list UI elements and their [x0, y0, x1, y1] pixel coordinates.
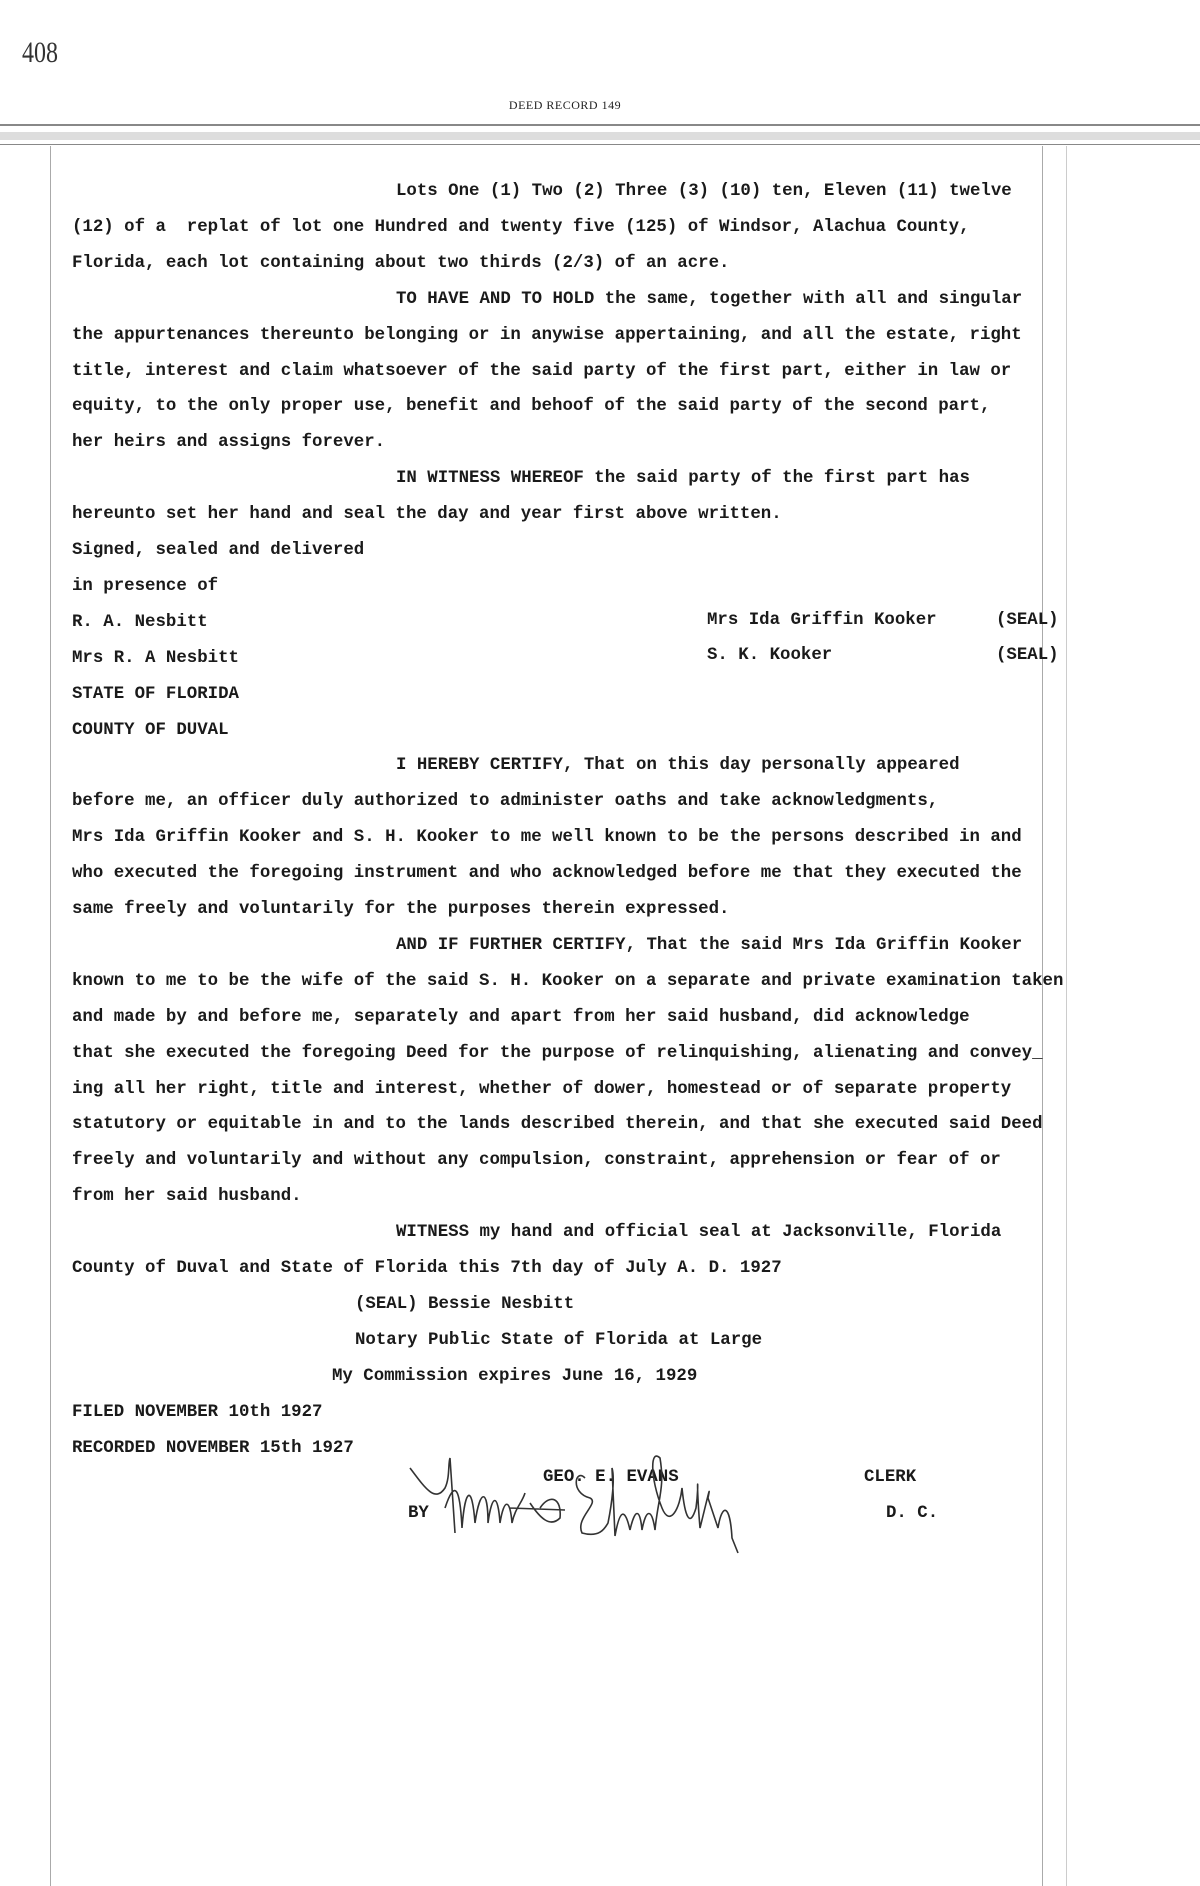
deputy-clerk-label: D. C. [886, 1504, 939, 1523]
deed-text-line: Signed, sealed and delivered [72, 541, 365, 560]
deed-text-line: from her said husband. [72, 1187, 302, 1207]
header-rule [0, 144, 1200, 145]
deed-text-line: ing all her right, title and interest, whether of dower, homestead or of separate property [72, 1079, 1012, 1099]
deed-text-line: COUNTY OF DUVAL [72, 720, 229, 740]
deed-text-line: statutory or equitable in and to the lands described therein, and that she executed said Deed [72, 1115, 1043, 1135]
page-number: 408 [22, 36, 58, 69]
deed-text-line: FILED NOVEMBER 10th 1927 [72, 1402, 323, 1422]
clerk-name: GEO. E. EVANS [543, 1468, 679, 1487]
deed-text-line: Mrs R. A Nesbitt [72, 648, 239, 668]
deed-text-line: (12) of a replat of lot one Hundred and twenty five (125) of Windsor, Alachua County, [72, 217, 970, 237]
by-label: BY [408, 1504, 429, 1523]
grantor-seal-1: (SEAL) [996, 611, 1059, 630]
deed-text-line: before me, an officer duly authorized to administer oaths and take acknowledgments, [72, 792, 939, 812]
header-rule [0, 124, 1200, 126]
deed-text-line: freely and voluntarily and without any compulsion, constraint, apprehension or fear of or [72, 1151, 1001, 1171]
grantor-signature-1: Mrs Ida Griffin Kooker [707, 611, 937, 630]
deed-text-line: I HEREBY CERTIFY, That on this day personally appeared [396, 756, 960, 776]
deed-text-line: STATE OF FLORIDA [72, 684, 239, 704]
deed-text-line: Florida, each lot containing about two thirds (2/3) of an acre. [72, 253, 730, 273]
deed-text-line: Notary Public State of Florida at Large [355, 1330, 763, 1350]
deed-text-line: AND IF FURTHER CERTIFY, That the said Mrs Ida Griffin Kooker [396, 935, 1023, 955]
deed-text-line: title, interest and claim whatsoever of the said party of the first part, either in law or [72, 361, 1012, 381]
clerk-title: CLERK [864, 1468, 917, 1487]
deed-text-line: and made by and before me, separately and apart from her said husband, did acknowledge [72, 1007, 970, 1027]
deputy-clerk-signature [400, 1448, 780, 1558]
deed-text-line: her heirs and assigns forever. [72, 433, 386, 453]
deed-text-line: hereunto set her hand and seal the day and year first above written. [72, 505, 782, 525]
deed-text-line: WITNESS my hand and official seal at Jacksonville, Florida [396, 1223, 1002, 1243]
left-margin-line [50, 146, 51, 1886]
deed-text-line: equity, to the only proper use, benefit and behoof of the said party of the second part, [72, 397, 991, 417]
grantor-seal-2: (SEAL) [996, 646, 1059, 665]
deed-text-line: known to me to be the wife of the said S. H. Kooker on a separate and private examination taken [72, 971, 1064, 991]
deed-text-line: My Commission expires June 16, 1929 [332, 1366, 698, 1386]
deed-text-line: County of Duval and State of Florida this 7th day of July A. D. 1927 [72, 1259, 782, 1278]
header-rule-shaded [0, 132, 1200, 140]
grantor-signature-2: S. K. Kooker [707, 646, 833, 665]
right-edge-line [1066, 146, 1067, 1886]
right-margin-line [1042, 146, 1043, 1886]
deed-text-line: who executed the foregoing instrument and who acknowledged before me that they executed the [72, 864, 1022, 884]
record-header: DEED RECORD 149 [508, 98, 622, 112]
deed-text-line: the appurtenances thereunto belonging or in anywise appertaining, and all the estate, right [72, 325, 1022, 345]
deed-text-line: Mrs Ida Griffin Kooker and S. H. Kooker to me well known to be the persons described in and [72, 828, 1022, 848]
deed-text-line: R. A. Nesbitt [72, 612, 208, 632]
deed-text-line: that she executed the foregoing Deed for the purpose of relinquishing, alienating and convey_ [72, 1043, 1043, 1063]
deed-text-line: Lots One (1) Two (2) Three (3) (10) ten, Eleven (11) twelve [396, 182, 1012, 201]
deed-text-line: in presence of [72, 576, 219, 596]
deed-text-line: RECORDED NOVEMBER 15th 1927 [72, 1438, 354, 1458]
deed-text-line: (SEAL) Bessie Nesbitt [355, 1294, 575, 1314]
deed-text-line: IN WITNESS WHEREOF the said party of the first part has [396, 469, 970, 489]
deed-text-line: TO HAVE AND TO HOLD the same, together with all and singular [396, 289, 1023, 309]
deed-text-line: same freely and voluntarily for the purposes therein expressed. [72, 900, 730, 919]
